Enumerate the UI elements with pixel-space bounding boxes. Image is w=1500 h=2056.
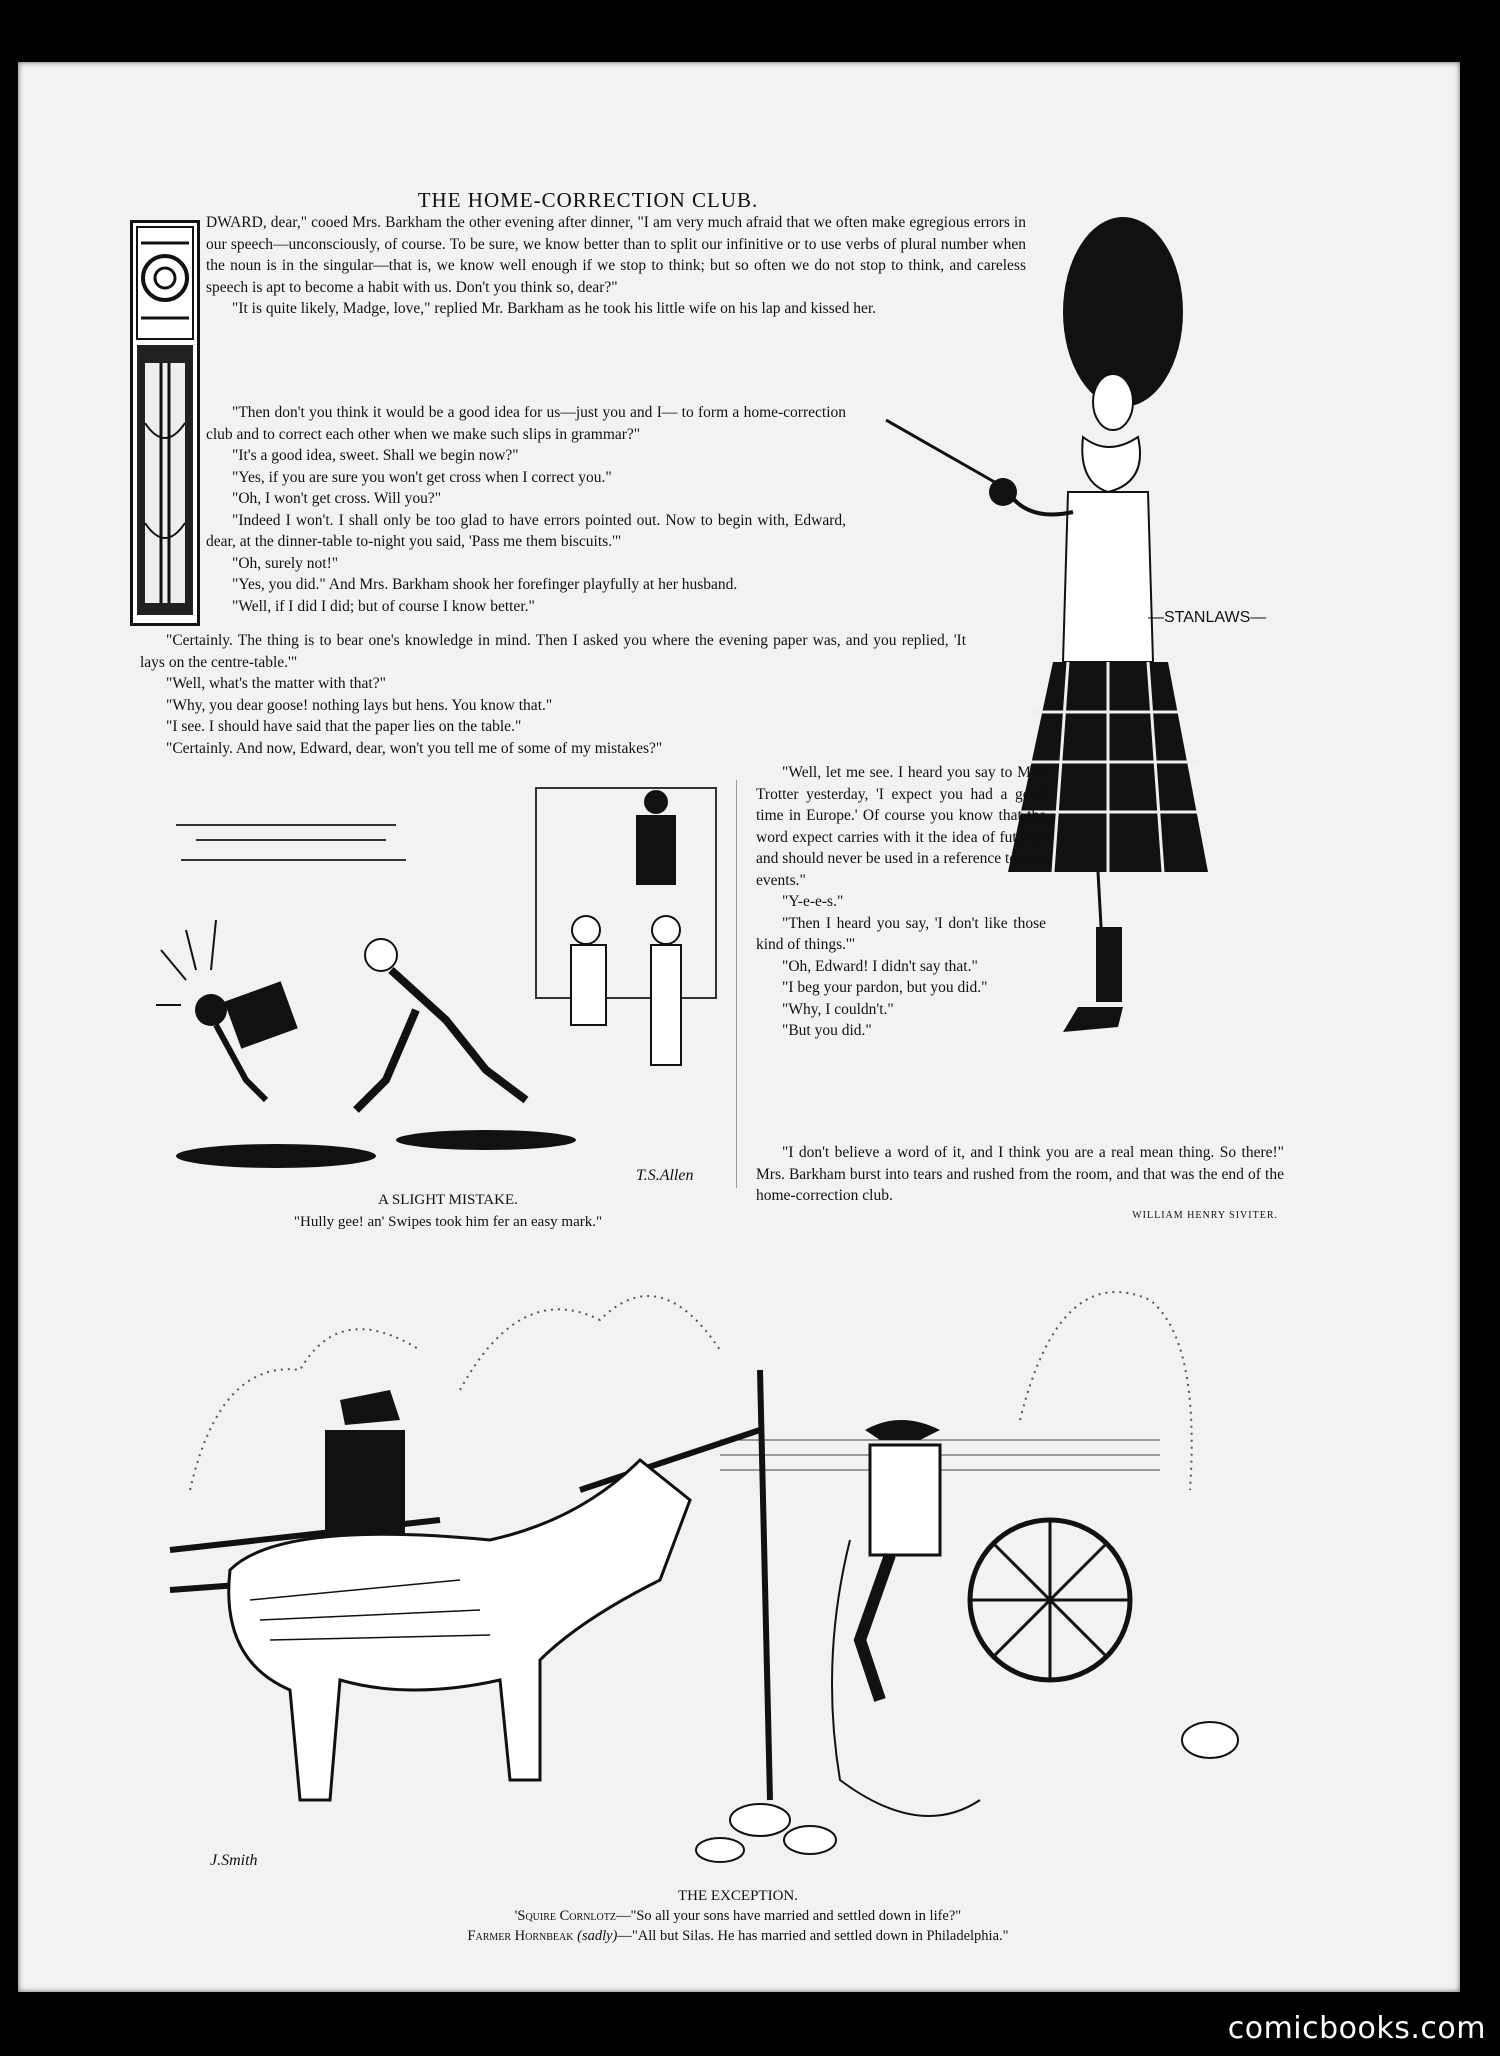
paragraph: "I beg your pardon, but you did."	[782, 979, 988, 996]
magazine-page	[18, 62, 1460, 1992]
paragraph: "Certainly. The thing is to bear one's knowledge in mind. Then I asked you where the evening paper was, and you replied, 'It lays on the centre-table.'"	[140, 632, 966, 671]
svg-text:J.Smith: J.Smith	[210, 1852, 258, 1869]
paragraph: "Well, what's the matter with that?"	[166, 675, 386, 692]
site-watermark: comicbooks.com	[1227, 2011, 1486, 2046]
the-exception-cartoon	[160, 1240, 1280, 1880]
the-exception-title: THE EXCEPTION.	[678, 1888, 798, 1904]
paragraph: "Oh, Edward! I didn't say that."	[782, 957, 978, 975]
paragraph: DWARD, dear," cooed Mrs. Barkham the other evening after dinner, "I am very much afraid that we often make egregious errors in our speech—unconsciously, of course. To be sure, we know better than to split our infinitive or to use verbs of plural number when the noun is in the singular—that is, we know well enough if we stop to think; but so often we do not stop to think, and careless speech is apt to become a habit with us. Don't you think so, dear?"	[206, 214, 1026, 296]
article-text-final	[756, 1142, 1284, 1207]
stage-direction: (sadly)	[577, 1928, 618, 1944]
article-title: THE HOME-CORRECTION CLUB.	[417, 188, 759, 212]
paragraph: "Y-e-e-s."	[782, 893, 844, 910]
slight-mistake-quote: "Hully gee! an' Swipes took him fer an easy mark."	[293, 1214, 603, 1230]
dialogue: —"So all your sons have married and settled down in life?"	[615, 1908, 962, 1924]
slight-mistake-title: A SLIGHT MISTAKE.	[378, 1192, 518, 1208]
paragraph: "Certainly. And now, Edward, dear, won't you tell me of some of my mistakes?"	[166, 739, 663, 757]
article-author: WILLIAM HENRY SIVITER.	[1132, 1210, 1278, 1221]
dropcap-ornament	[130, 220, 200, 626]
paragraph: "Why, I couldn't."	[782, 1000, 894, 1018]
paragraph: "I don't believe a word of it, and I think you are a real mean thing. So there!" Mrs. Barkham burst into tears and rushed from the room, and that was the end of the home-correction club.	[756, 1144, 1284, 1204]
article-text-column	[756, 762, 1046, 1042]
paragraph: "Indeed I won't. I shall only be too glad to have errors pointed out. Now to begin with, Edward, dear, at the dinner-table to-night you said, 'Pass me them biscuits.'"	[206, 511, 846, 550]
article-text-middle	[206, 402, 846, 617]
speaker-farmer: Farmer Hornbeak	[467, 1928, 574, 1944]
paragraph: "It is quite likely, Madge, love," replied Mr. Barkham as he took his little wife on his lap and kissed her.	[232, 300, 877, 317]
paragraph: "I see. I should have said that the paper lies on the table."	[166, 718, 522, 735]
paragraph: "Yes, you did." And Mrs. Barkham shook her forefinger playfully at her husband.	[232, 576, 738, 593]
article-text-lower	[140, 630, 966, 759]
paragraph: "Well, let me see. I heard you say to Mrs. Trotter yesterday, 'I expect you had a good time in Europe.' Of course you know that the word expect carries with it the idea of futurity and should never be used in a reference to past events."	[756, 764, 1046, 889]
paragraph: "Well, if I did I did; but of course I know better."	[232, 597, 535, 615]
dialogue: —"All but Silas. He has married and settled down in Philadelphia."	[617, 1928, 1009, 1944]
paragraph: "It's a good idea, sweet. Shall we begin now?"	[232, 447, 519, 464]
slight-mistake-cartoon	[156, 780, 737, 1188]
paragraph: "But you did."	[782, 1022, 872, 1039]
paragraph: "Why, you dear goose! nothing lays but hens. You know that."	[166, 696, 553, 714]
speaker-squire: 'Squire Cornlotz	[514, 1908, 616, 1924]
dropcap-e-illustration	[133, 223, 197, 623]
paragraph: "Then don't you think it would be a good idea for us—just you and I— to form a home-correction club and to correct each other when we make such slips in grammar?"	[206, 404, 846, 443]
the-exception-line2	[268, 1928, 1208, 1945]
svg-text:T.S.Allen: T.S.Allen	[636, 1167, 694, 1184]
paragraph: "Oh, surely not!"	[232, 554, 339, 572]
svg-text:—STANLAWS—: —STANLAWS—	[1148, 609, 1267, 626]
paragraph: "Then I heard you say, 'I don't like those kind of things.'"	[756, 914, 1046, 953]
paragraph: "Yes, if you are sure you won't get cross when I correct you."	[232, 468, 612, 486]
paragraph: "Oh, I won't get cross. Will you?"	[232, 490, 442, 507]
the-exception-line1	[268, 1908, 1208, 1925]
